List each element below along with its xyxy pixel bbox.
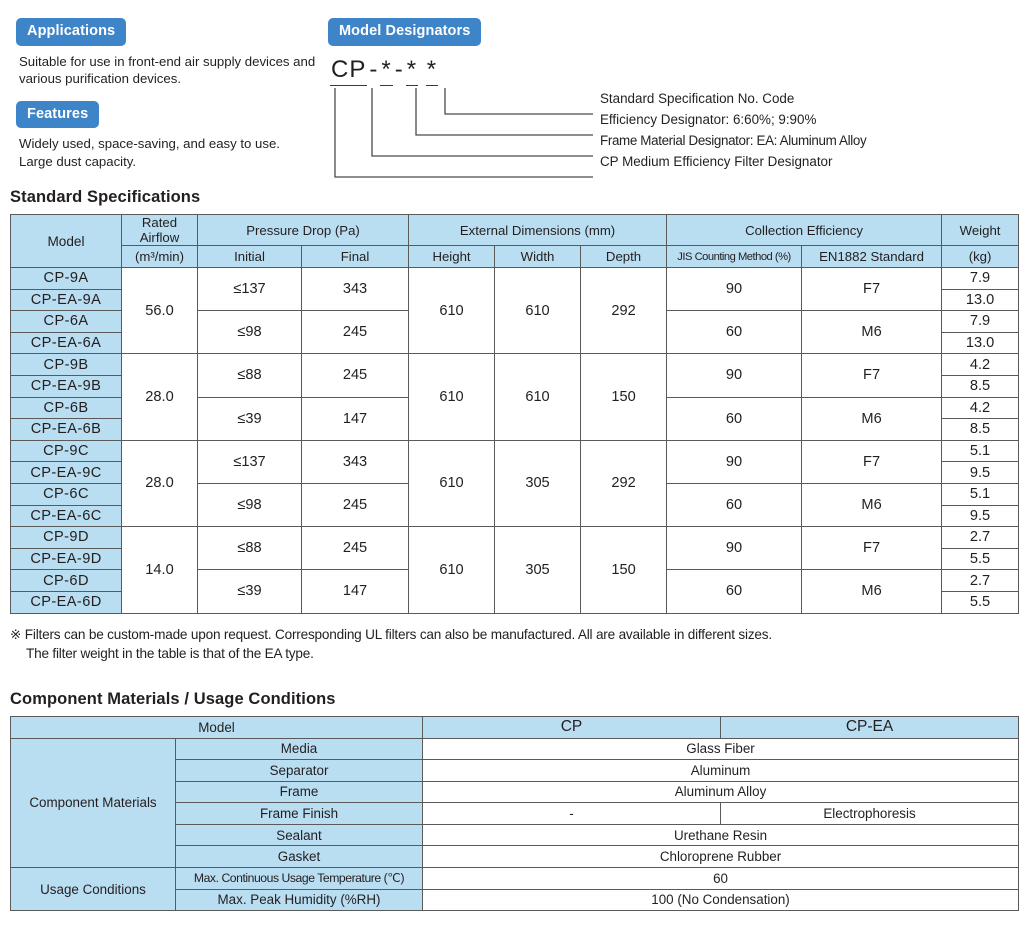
table-header-row-1	[11, 215, 1019, 246]
cell-rated-airflow: 28.0	[122, 354, 198, 440]
cell-jis-efficiency: 60	[667, 397, 802, 440]
cell-width: 305	[495, 527, 581, 613]
designator-label-efficiency: Efficiency Designator: 6:60%; 9:90%	[600, 111, 817, 127]
cell-initial-pressure: ≤88	[198, 354, 302, 397]
cell-width: 610	[495, 354, 581, 440]
designator-leader-lines	[328, 88, 608, 192]
applications-badge: Applications	[16, 18, 126, 46]
model-designators-column	[328, 18, 1018, 192]
cell-weight: 8.5	[942, 419, 1019, 441]
cell-model: CP-EA-9D	[11, 548, 122, 570]
cell-height: 610	[409, 440, 495, 526]
designator-part-efficiency: *	[406, 56, 418, 86]
cell-weight: 5.5	[942, 548, 1019, 570]
cell-weight: 13.0	[942, 332, 1019, 354]
materials-row-label: Sealant	[176, 824, 423, 846]
col-header-depth: Depth	[581, 246, 667, 268]
cell-initial-pressure: ≤39	[198, 397, 302, 440]
designator-part-cp: CP	[330, 56, 367, 86]
cell-initial-pressure: ≤88	[198, 527, 302, 570]
cell-model: CP-EA-9B	[11, 375, 122, 397]
cell-weight: 2.7	[942, 570, 1019, 592]
cell-en1882: F7	[802, 268, 942, 311]
materials-row-label: Frame Finish	[176, 803, 423, 825]
cell-model: CP-EA-9C	[11, 462, 122, 484]
cell-final-pressure: 245	[302, 354, 409, 397]
cell-weight: 5.1	[942, 483, 1019, 505]
cell-model: CP-9A	[11, 268, 122, 290]
table-row	[11, 440, 1019, 462]
cell-final-pressure: 147	[302, 570, 409, 613]
designator-label-spec-code: Standard Specification No. Code	[600, 90, 795, 106]
cell-height: 610	[409, 354, 495, 440]
cell-initial-pressure: ≤39	[198, 570, 302, 613]
designator-dash-2: -	[394, 55, 404, 83]
cell-model: CP-6B	[11, 397, 122, 419]
cell-jis-efficiency: 60	[667, 483, 802, 526]
cell-weight: 13.0	[942, 289, 1019, 311]
materials-row	[11, 738, 1019, 760]
cell-weight: 2.7	[942, 527, 1019, 549]
table-row	[11, 527, 1019, 549]
cell-model: CP-6A	[11, 311, 122, 333]
designator-part-frame: *	[380, 56, 392, 86]
materials-row-label: Separator	[176, 760, 423, 782]
cell-height: 610	[409, 527, 495, 613]
materials-row-label: Frame	[176, 781, 423, 803]
cell-initial-pressure: ≤98	[198, 311, 302, 354]
materials-group-usage-conditions: Usage Conditions	[11, 868, 176, 911]
col-header-weight-unit: (kg)	[942, 246, 1019, 268]
cell-final-pressure: 245	[302, 311, 409, 354]
note-line-2: The filter weight in the table is that of the EA type.	[26, 646, 314, 662]
cell-final-pressure: 245	[302, 527, 409, 570]
cell-final-pressure: 343	[302, 440, 409, 483]
standard-specifications-table	[10, 214, 1019, 614]
designator-label-frame-material: Frame Material Designator: EA: Aluminum Alloy	[600, 132, 867, 148]
materials-row	[11, 868, 1019, 890]
cell-en1882: F7	[802, 440, 942, 483]
cell-weight: 7.9	[942, 311, 1019, 333]
cell-model: CP-9B	[11, 354, 122, 376]
cell-weight: 8.5	[942, 375, 1019, 397]
cell-jis-efficiency: 90	[667, 268, 802, 311]
cell-en1882: F7	[802, 527, 942, 570]
materials-row-label: Media	[176, 738, 423, 760]
col-header-collection-efficiency: Collection Efficiency	[667, 215, 942, 246]
col-header-pressure-drop: Pressure Drop (Pa)	[198, 215, 409, 246]
materials-value-both: Urethane Resin	[423, 824, 1019, 846]
cell-model: CP-6D	[11, 570, 122, 592]
materials-value-both: Glass Fiber	[423, 738, 1019, 760]
cell-model: CP-EA-6D	[11, 591, 122, 613]
designator-label-list	[600, 88, 866, 172]
component-materials-table	[10, 716, 1019, 911]
materials-value-cp-ea: Electrophoresis	[721, 803, 1019, 825]
col-header-external-dimensions: External Dimensions (mm)	[409, 215, 667, 246]
model-designators-badge: Model Designators	[328, 18, 481, 46]
materials-value-cp: -	[423, 803, 721, 825]
designator-label-cp: CP Medium Efficiency Filter Designator	[600, 153, 833, 169]
materials-col-header-model: Model	[11, 716, 423, 738]
cell-initial-pressure: ≤137	[198, 268, 302, 311]
features-text: Widely used, space-saving, and easy to use. Large dust capacity.	[19, 136, 280, 169]
col-header-model: Model	[11, 215, 122, 268]
applications-text: Suitable for use in front-end air supply devices and various purification devices.	[19, 53, 316, 87]
standard-specifications-title: Standard Specifications	[10, 188, 201, 206]
cell-jis-efficiency: 90	[667, 440, 802, 483]
designator-part-spec: *	[426, 56, 438, 86]
cell-width: 610	[495, 268, 581, 354]
cell-en1882: M6	[802, 311, 942, 354]
table-row	[11, 268, 1019, 290]
cell-depth: 292	[581, 440, 667, 526]
cell-depth: 150	[581, 527, 667, 613]
materials-row-label: Gasket	[176, 846, 423, 868]
cell-initial-pressure: ≤137	[198, 440, 302, 483]
cell-en1882: M6	[802, 483, 942, 526]
col-header-height: Height	[409, 246, 495, 268]
cell-en1882: M6	[802, 397, 942, 440]
materials-value-both: 60	[423, 868, 1019, 890]
col-header-jis: JIS Counting Method (%)	[667, 246, 802, 268]
materials-row-label: Max. Continuous Usage Temperature (℃)	[176, 868, 423, 890]
col-header-width: Width	[495, 246, 581, 268]
cell-model: CP-6C	[11, 483, 122, 505]
applications-features-column	[16, 18, 316, 170]
col-header-weight: Weight	[942, 215, 1019, 246]
cell-rated-airflow: 28.0	[122, 440, 198, 526]
materials-value-both: Aluminum Alloy	[423, 781, 1019, 803]
cell-weight: 4.2	[942, 397, 1019, 419]
cell-weight: 9.5	[942, 462, 1019, 484]
materials-value-both: 100 (No Condensation)	[423, 889, 1019, 911]
cell-final-pressure: 245	[302, 483, 409, 526]
component-materials-body	[11, 716, 1019, 910]
component-materials-title: Component Materials / Usage Conditions	[10, 689, 336, 708]
cell-model: CP-9C	[11, 440, 122, 462]
materials-col-header-cp-ea: CP-EA	[721, 716, 1019, 738]
cell-jis-efficiency: 60	[667, 311, 802, 354]
cell-model: CP-EA-6C	[11, 505, 122, 527]
table-header-row-2	[11, 246, 1019, 268]
cell-rated-airflow: 56.0	[122, 268, 198, 354]
materials-group-component-materials: Component Materials	[11, 738, 176, 868]
component-materials-section	[0, 690, 1028, 911]
cell-weight: 4.2	[942, 354, 1019, 376]
cell-jis-efficiency: 90	[667, 354, 802, 397]
col-header-airflow-unit: (m³/min)	[122, 246, 198, 268]
table-row	[11, 354, 1019, 376]
cell-model: CP-EA-9A	[11, 289, 122, 311]
cell-model: CP-EA-6B	[11, 419, 122, 441]
cell-jis-efficiency: 90	[667, 527, 802, 570]
model-designator-diagram	[328, 88, 1018, 192]
materials-value-both: Chloroprene Rubber	[423, 846, 1019, 868]
col-header-initial: Initial	[198, 246, 302, 268]
cell-depth: 292	[581, 268, 667, 354]
note-line-1: ※ Filters can be custom-made upon request. Corresponding UL filters can also be manufactured. All are available in different sizes.	[10, 626, 772, 642]
col-header-final: Final	[302, 246, 409, 268]
col-header-en1882: EN1882 Standard	[802, 246, 942, 268]
cell-en1882: F7	[802, 354, 942, 397]
cell-jis-efficiency: 60	[667, 570, 802, 613]
cell-final-pressure: 147	[302, 397, 409, 440]
materials-col-header-cp: CP	[423, 716, 721, 738]
cell-rated-airflow: 14.0	[122, 527, 198, 613]
features-badge: Features	[16, 101, 99, 129]
table-note	[10, 625, 1028, 664]
cell-height: 610	[409, 268, 495, 354]
cell-weight: 5.5	[942, 591, 1019, 613]
cell-final-pressure: 343	[302, 268, 409, 311]
cell-initial-pressure: ≤98	[198, 483, 302, 526]
features-badge-wrap	[16, 101, 316, 129]
standard-specifications-body	[11, 268, 1019, 614]
intro-section	[0, 0, 1028, 188]
cell-depth: 150	[581, 354, 667, 440]
materials-row-label: Max. Peak Humidity (%RH)	[176, 889, 423, 911]
cell-weight: 9.5	[942, 505, 1019, 527]
model-designator-code	[330, 56, 1018, 86]
col-header-rated-airflow: Rated Airflow	[122, 215, 198, 246]
materials-header-row	[11, 716, 1019, 738]
cell-weight: 5.1	[942, 440, 1019, 462]
cell-width: 305	[495, 440, 581, 526]
materials-value-both: Aluminum	[423, 760, 1019, 782]
cell-model: CP-EA-6A	[11, 332, 122, 354]
designator-dash-1: -	[369, 55, 379, 83]
cell-en1882: M6	[802, 570, 942, 613]
cell-model: CP-9D	[11, 527, 122, 549]
cell-weight: 7.9	[942, 268, 1019, 290]
